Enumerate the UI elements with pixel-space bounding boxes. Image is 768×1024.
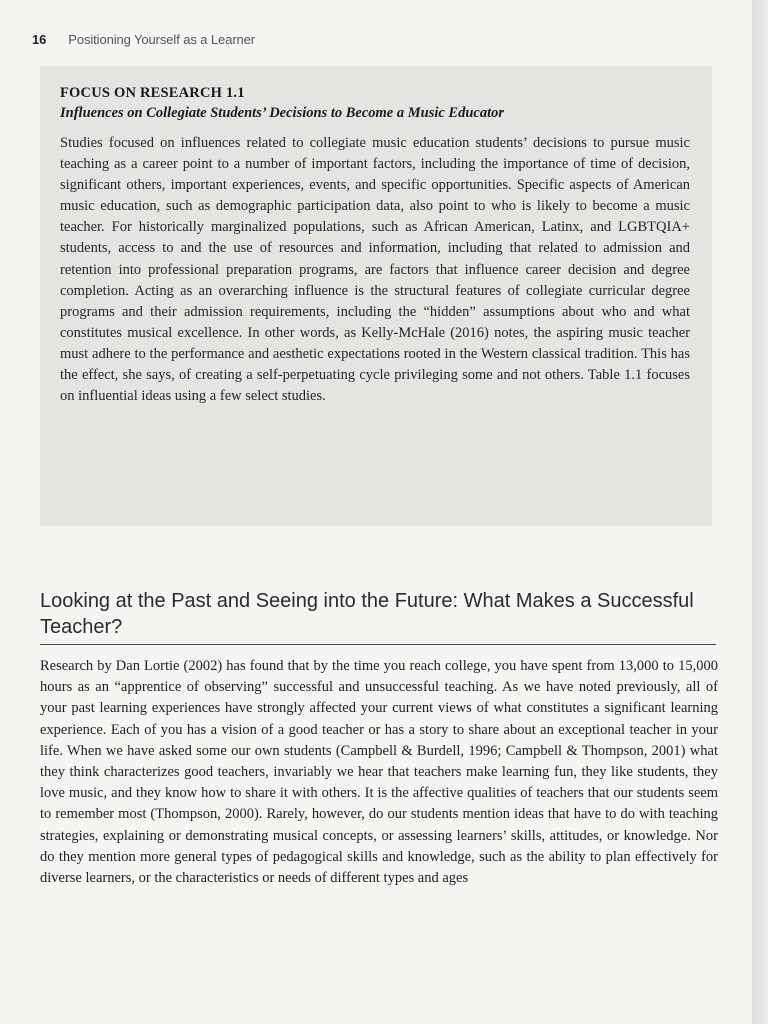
page-gutter — [752, 0, 768, 1024]
page-number: 16 — [32, 32, 47, 47]
focus-box-label: FOCUS ON RESEARCH 1.1 — [60, 85, 245, 101]
running-head — [32, 32, 255, 47]
running-head-title: Positioning Yourself as a Learner — [68, 32, 256, 47]
focus-on-research-box — [40, 66, 712, 526]
focus-box-subtitle: Influences on Collegiate Students’ Decisions to Become a Music Educator — [60, 105, 505, 121]
section-heading: Looking at the Past and Seeing into the Future: What Makes a Successful Teacher? — [40, 588, 716, 645]
focus-box-body: Studies focused on influences related to collegiate music education students’ decisions to pursue music teaching as a career point to a number of important factors, including the importance of time of decision, significant others, important experiences, events, and specific opportunities. Specific aspects of American music education, such as demographic participation data, also point to who is likely to become a music teacher. For historically marginalized populations, such as African American, Latinx, and LGBTQIA+ students, access to and the use of resources and information, including that related to admission and retention into professional preparation programs, are factors that influence career decision and degree completion. Acting as an overarching influence is the structural features of collegiate curricular degree programs and their admission requirements, including the “hidden” assumptions about who and what constitutes musical excellence. In other words, as Kelly-McHale (2016) notes, the aspiring music teacher must adhere to the performance and aesthetic expectations rooted in the Western classical tradition. This has the effect, she says, of creating a self-perpetuating cycle privileging some and not others. Table 1.1 focuses on influential ideas using a few select studies. — [60, 135, 690, 405]
section-body: Research by Dan Lortie (2002) has found that by the time you reach college, you have spent from 13,000 to 15,000 hours as an “apprentice of observing” successful and unsuccessful teaching. As we have noted previously, all of your past learning experiences have strongly affected your current views of what constitutes a significant learning experience. Each of you has a vision of a good teacher or has a story to share about an exceptional teacher in your life. When we have asked some our own students (Campbell & Burdell, 1996; Campbell & Thompson, 2001) what they think characterizes good teachers, invariably we hear that teachers make learning fun, they like students, they love music, and they know how to share it with others. It is the affective qualities of teachers that our students seem to remember most (Thompson, 2000). Rarely, however, do our students mention ideas that have to do with teaching strategies, explaining or demonstrating musical concepts, or assessing learners’ skills, attitudes, or knowledge. Nor do they mention more general types of pedagogical skills and knowledge, such as the ability to plan effectively for diverse learners, or the characteristics or needs of different types and ages — [40, 658, 718, 887]
